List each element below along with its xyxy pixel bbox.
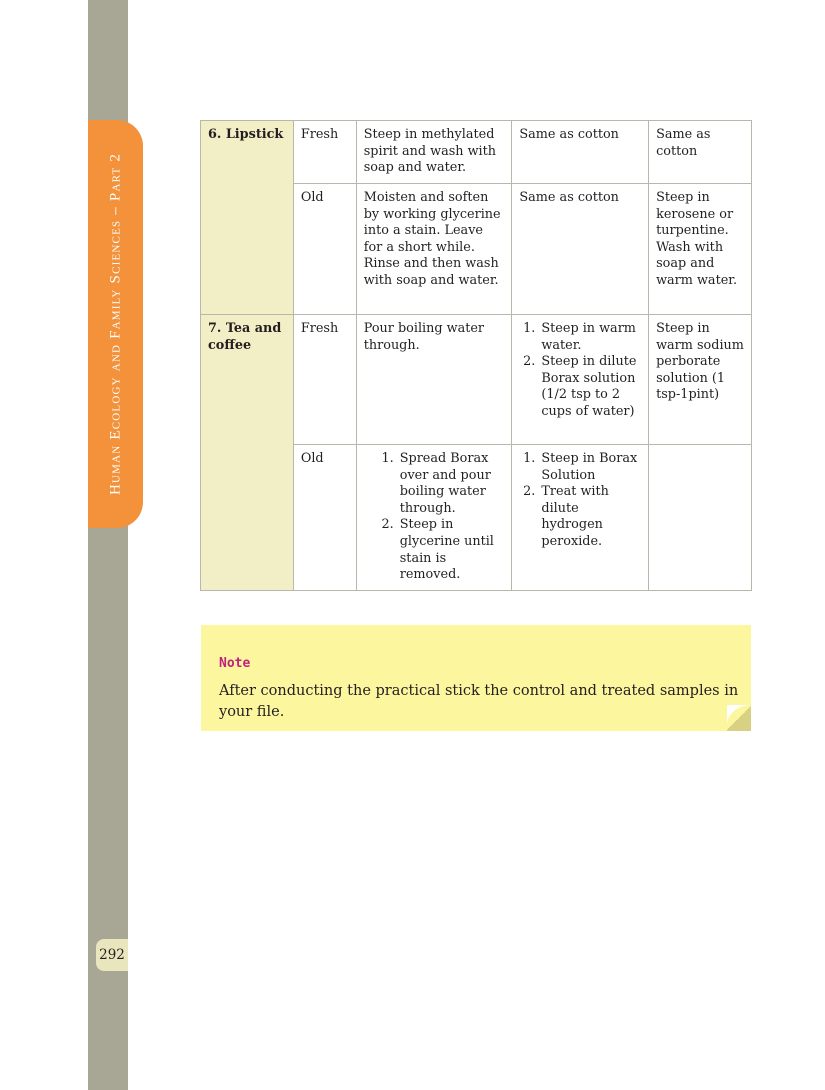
stain-state: Old	[293, 184, 356, 315]
table-cell	[512, 315, 649, 445]
table-cell: Same as cotton	[649, 121, 752, 184]
table-cell: Steep in kerosene or turpentine. Wash with soap and warm water.	[649, 184, 752, 315]
table-cell: Moisten and soften by working glycerine into a stain. Leave for a short while. Rinse and then wash with soap and water.	[356, 184, 512, 315]
table-cell	[512, 445, 649, 591]
list-item: 1. Steep in Borax Solution	[539, 451, 641, 484]
stain-name: 7. Tea and coffee	[201, 315, 294, 591]
list-item: 2. Steep in dilute Borax solution (1/2 tsp to 2 cups of water)	[539, 354, 641, 420]
note-text: After conducting the practical stick the control and treated samples in your file.	[219, 683, 739, 720]
list-item: 2. Steep in glycerine until stain is removed.	[398, 517, 505, 583]
table-cell: Pour boiling water through.	[356, 315, 512, 445]
table-cell	[356, 445, 512, 591]
table-cell: Same as cotton	[512, 184, 649, 315]
stain-state: Old	[293, 445, 356, 591]
table-row	[201, 121, 752, 184]
table-cell: Steep in methylated spirit and wash with soap and water.	[356, 121, 512, 184]
list-item: 2. Treat with dilute hydrogen peroxide.	[539, 484, 641, 550]
table-cell: Same as cotton	[512, 121, 649, 184]
stain-removal-table	[200, 120, 752, 591]
book-title: Human Ecology and Family Sciences – Part 2	[107, 152, 124, 496]
note-title: Note	[219, 656, 251, 671]
list-item: 1. Steep in warm water.	[539, 321, 641, 354]
stain-state: Fresh	[293, 121, 356, 184]
table-cell	[649, 445, 752, 591]
table-row	[201, 315, 752, 445]
table-cell: Steep in warm sodium perborate solution (1 tsp-1pint)	[649, 315, 752, 445]
stain-state: Fresh	[293, 315, 356, 445]
note-box	[201, 625, 751, 731]
stain-name: 6. Lipstick	[201, 121, 294, 315]
list-item: 1. Spread Borax over and pour boiling water through.	[398, 451, 505, 517]
page-number: 292	[96, 939, 128, 971]
